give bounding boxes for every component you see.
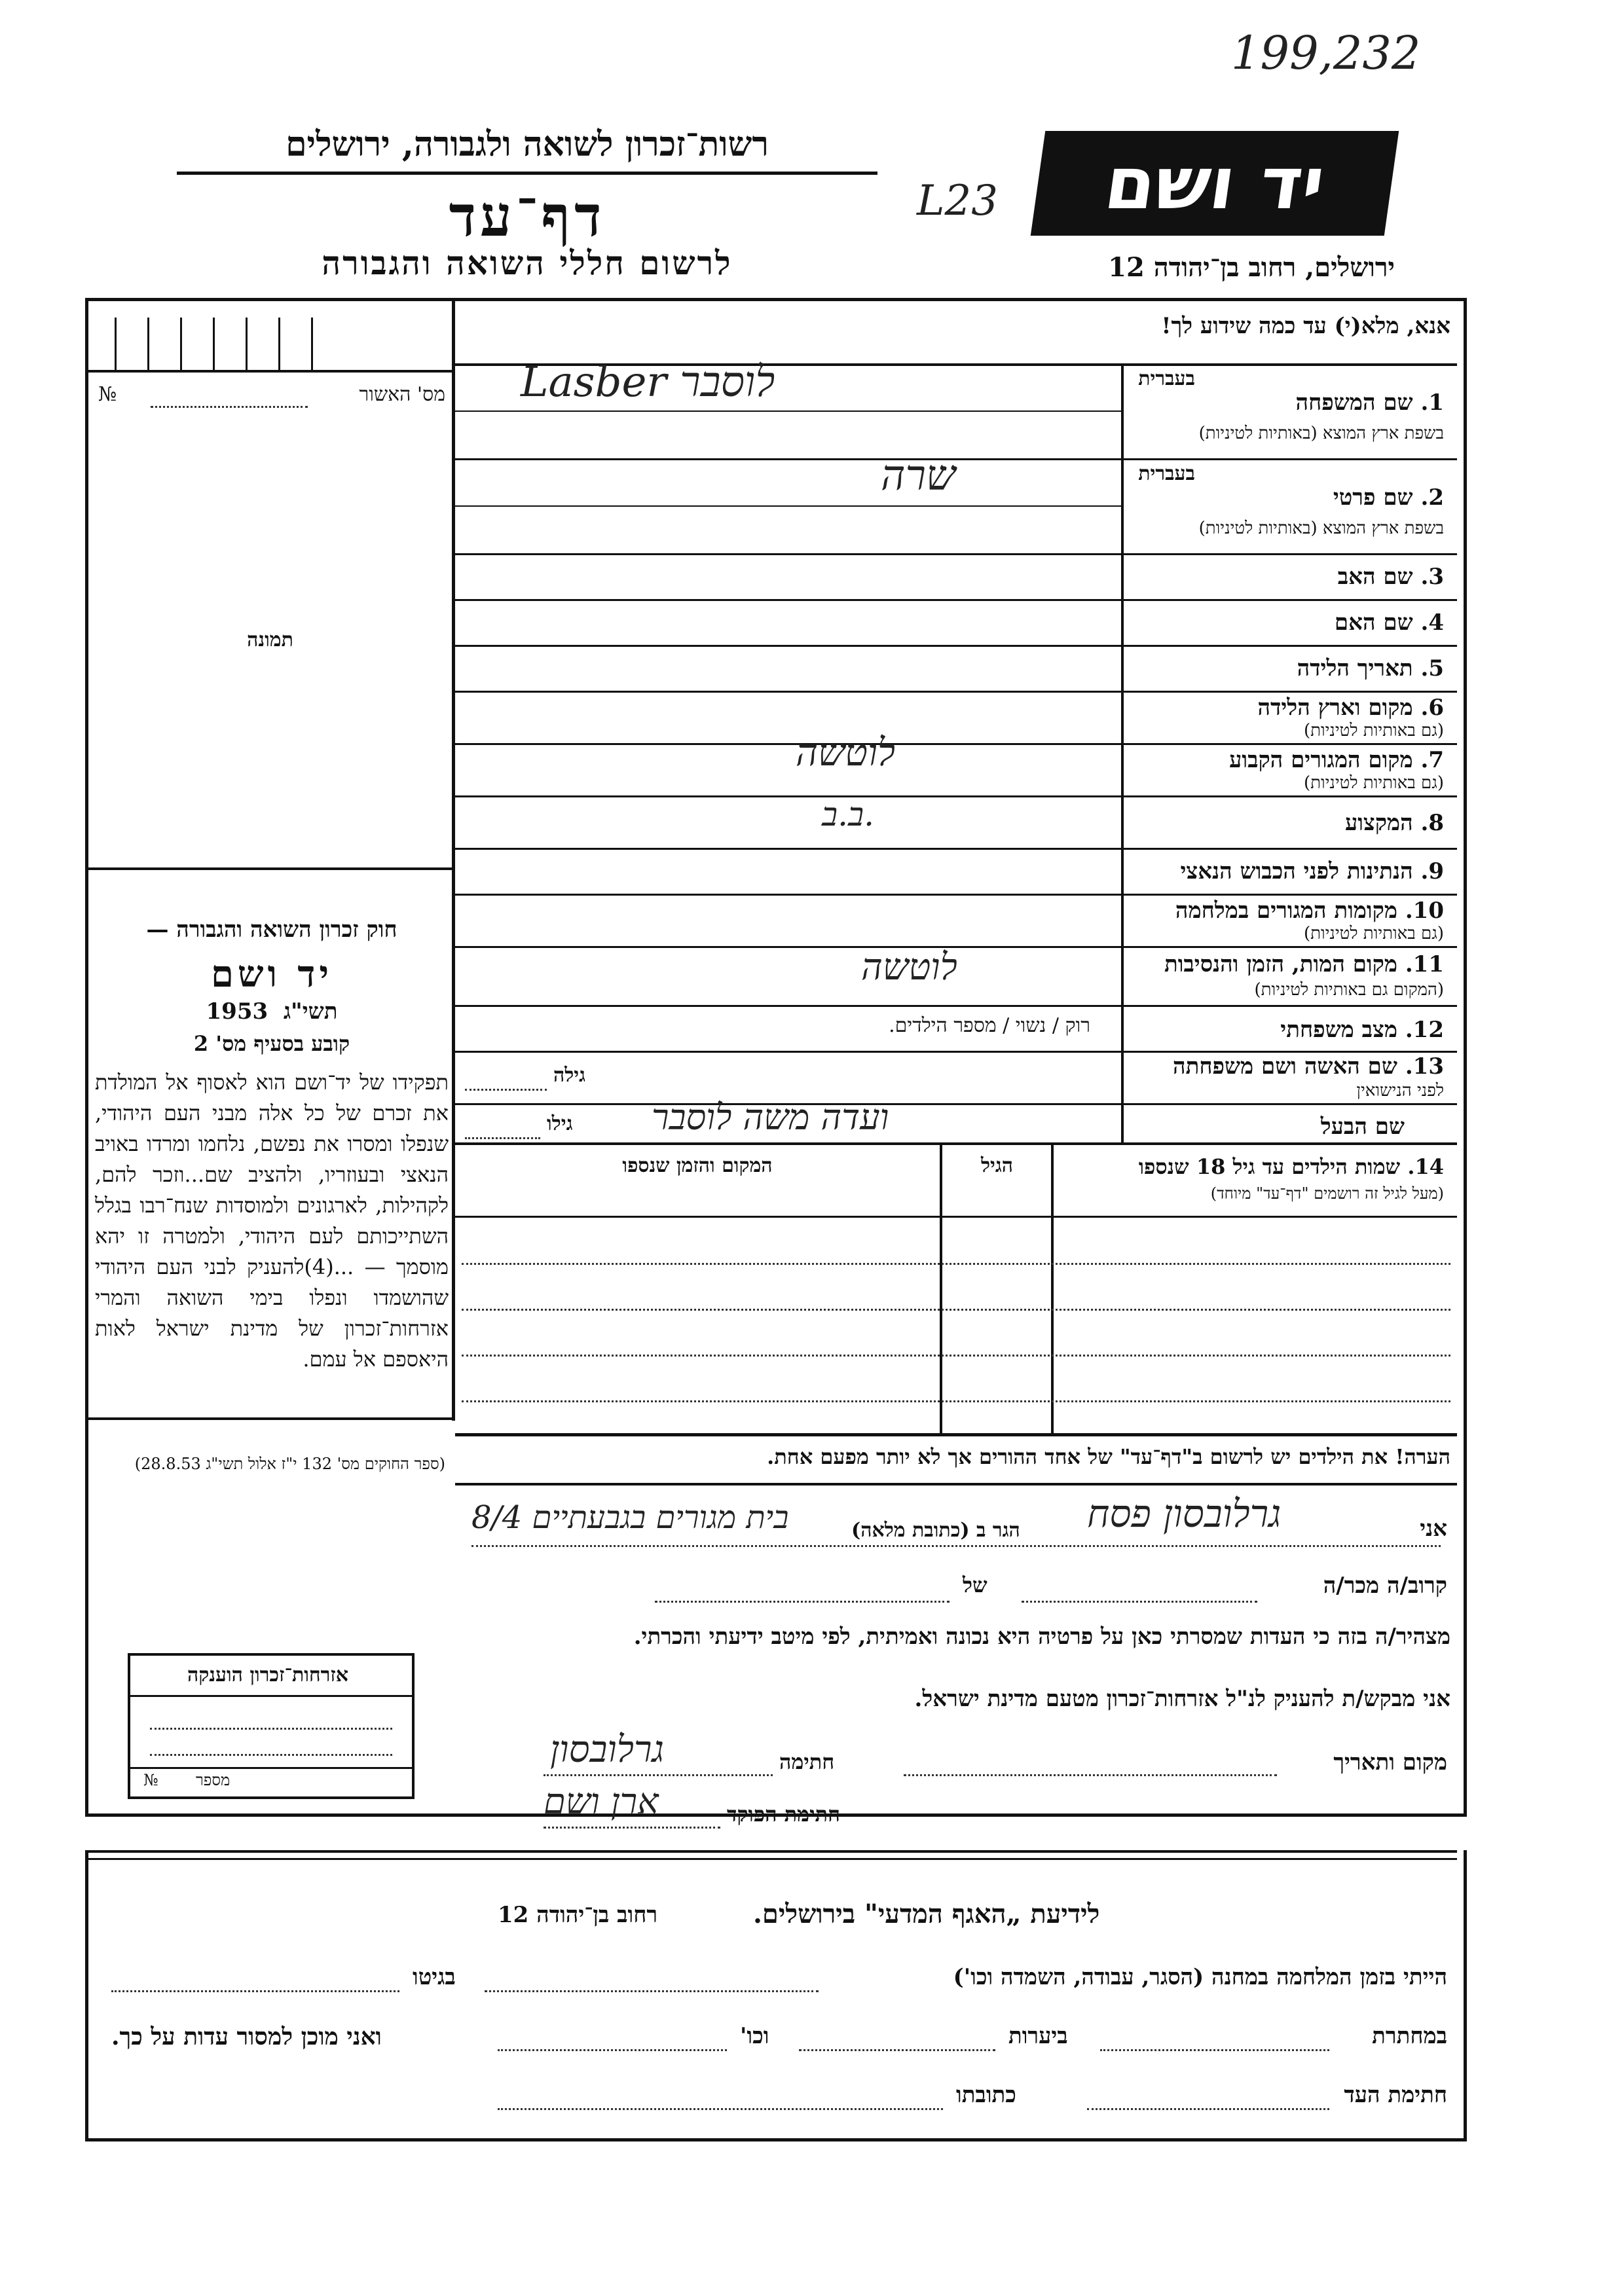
husband-row [455,1097,1457,1144]
etc-label: וכו' [740,2023,769,2049]
forests-label: ביערות [1008,2023,1068,2049]
field-number: 13. [1405,1053,1444,1080]
handwritten-mark: L23 [917,177,998,225]
field-number: 9. [1420,858,1444,884]
husband-age-label: גילו [547,1112,573,1135]
tick-boxes [88,301,452,373]
field-row-13 [455,1051,1457,1105]
field-sub: (גם באותיות לטיניות) [1303,773,1444,793]
declaration-ani: אני [1420,1516,1447,1542]
first-name-value: שרה [881,452,956,500]
field-sub: (גם באותיות לטיניות) [1303,924,1444,943]
declaration-statement: מצהיר/ה בזה כי העדות שמסרתי כאן על פרטיה היא נכונה ואמיתית, לפי מיטב ידיעתי והכרתי. [633,1624,1450,1650]
field-number: 5. [1420,655,1444,682]
field-number: 6. [1420,695,1444,721]
field-row-7 [455,730,1457,797]
field-sub: בשפת ארץ המוצא (באותיות לטיניות) [1198,424,1444,443]
authority-name: רשות־זכרון לשואה ולגבורה, ירושלים [286,124,769,164]
bottom-address: רחוב בן־יהודה 12 [498,1902,658,1928]
field-row-12 [455,1005,1457,1053]
field-label: שם פרטי [1333,484,1413,511]
witness-signature-label: חתימת העד [1344,2082,1447,2108]
instruction: אנא, מלא(י) עד כמה שידוע לך! [1161,313,1450,339]
children-label: שמות הילדים עד גיל 18 שנספו [1138,1154,1401,1179]
relative-label: קרוב/ה מכר/ה [1323,1573,1447,1599]
note: הערה! את הילדים יש לרשום ב"דף־עד" של אחד ההורים אך לא יותר מפעם אחת. [767,1444,1450,1469]
field-number: 11. [1405,951,1444,977]
field-label: הנתינות לפני הכבוש הנאצי [1180,858,1413,884]
field-number: 2. [1420,484,1444,511]
field-label: תאריך הלידה [1297,655,1413,682]
marital-options: רוק / נשוי / מספר הילדים. [889,1014,1090,1037]
field-number: 4. [1420,610,1444,636]
willing-label: ואני מוכן למסור עדות על כך. [111,2023,382,2050]
death-place-value: לוטשה [861,946,957,989]
approval-number [98,383,445,406]
field-heb: בעברית [1138,367,1195,390]
field-number: 3. [1420,564,1444,590]
wife-age-label: גילה [553,1064,586,1087]
residence-value: לוטשה [796,730,896,774]
husband-label: שם הבעל [1320,1114,1405,1140]
field-number: 10. [1405,898,1444,924]
fields-table [455,358,1457,1142]
law-year-heb: תשי"ג [283,998,338,1025]
children-table [455,1145,1457,1433]
field-row-8 [455,795,1457,850]
field-sub: לפני הנישואין [1356,1081,1444,1101]
underground-label: במחתרת [1372,2023,1447,2049]
children-place-header: המקום והזמן שנספו [622,1154,773,1177]
field-row-2 [455,452,1457,555]
field-number: 7. [1420,747,1444,773]
citizenship-box [128,1653,415,1799]
profession-value: ב.ב. [822,795,874,833]
officer-signature-value: ארן ושם [544,1781,659,1822]
field-label: מקום וארץ הלידה [1257,695,1413,721]
approval-label: מס' האשור [359,383,445,406]
field-row-4 [455,599,1457,647]
law-clause: קובע בסעיף מס' 2 [193,1031,350,1056]
field-label: מקום המות, הזמן והנסיבות [1164,951,1397,977]
field-number: 14. [1407,1154,1444,1179]
signature-label: חתימה [779,1749,835,1774]
law-source: (ספר החוקים מס' 132 י"ז אלול תשי"ג 28.8.53) [134,1455,445,1473]
handwritten-reference: 199,232 [1231,26,1421,80]
photo-label: תמונה [247,629,293,651]
field-label: שם האם [1334,610,1413,636]
lives-at-label: הגר ב (כתובת מלאה) [851,1519,1020,1542]
citizenship-title: אזרחות־זכרון הוענקה [187,1664,349,1686]
place-date-label: מקום ותאריך [1333,1749,1447,1776]
field-label: המקצוע [1344,810,1413,836]
field-number: 8. [1420,810,1444,836]
signature-value: גרלובסון [550,1728,664,1771]
field-label: מקום המגורים הקבוע [1229,747,1413,773]
field-label: מצב משפחתי [1280,1017,1397,1043]
officer-signature-label: חתימת הפוקד [727,1802,840,1827]
approval-no: № [98,383,117,406]
field-row-1 [455,358,1457,460]
address: ירושלים, רחוב בן־יהודה 12 [1108,252,1395,283]
field-row-5 [455,645,1457,693]
law-title: חוק זכרון השואה והגבורה — [146,917,397,943]
declaration-request: אני מבקש/ת להעניק לנ"ל אזרחות־זכרון מטעם מדינת ישראל. [914,1686,1450,1712]
declarant-address-value: בית מגורים בגבעתיים 8/4 [471,1499,789,1536]
form-subtitle: לרשום חללי השואה והגבורה [322,244,733,282]
children-age-header: הגיל [980,1154,1014,1177]
citizenship-no: № [143,1771,158,1789]
field-row-11 [455,946,1457,1007]
field-sub: (גם באותיות לטיניות) [1303,721,1444,740]
bottom-frame [85,1850,1467,2141]
field-label: שם האשה ושם משפחתה [1173,1053,1397,1080]
law-year [98,998,445,1025]
field-row-3 [455,553,1457,601]
form-title: דף־עד [449,183,606,249]
ghetto-label: בגיטו [413,1964,456,1990]
husband-value: ועדה משה לוסבר [652,1097,889,1138]
law-name: יד ושם [210,953,333,996]
law-body: תפקידו של יד־ושם הוא לאסוף אל המולדת את זכרם של כל אלה מבני העם היהודי, שנפלו ומסרו את נפשם, נלחמו ומרדו באויב הנאצי ובעוזריו, ולהציב שם...וזכר להם, לקהילות, לארגונים ולמוסדות שנח־רבו בגלל השתייכותם לעם היהודי, ולמטרה זו יהא מוסמך — ...(4)להעניק לבני העם היהודי שהושמדו ונפלו בימי השואה והמרי אזרחות־זכרון של מדינת ישראל לאות היאספם אל עמם. [95,1070,449,1372]
bottom-line1: הייתי בזמן המלחמה במחנה (הסגר, עבודה, השמדה וכו') [953,1964,1447,1990]
bottom-heading: לידיעת „האגף המדעי" בירושלים. [753,1899,1100,1929]
law-year-num: 1953 [206,998,268,1025]
field-row-10 [455,894,1457,948]
field-sub: (המקום גם באותיות לטיניות) [1254,980,1444,1000]
declarant-name-value: גרלובסון פסח [1087,1491,1282,1536]
field-label: שם המשפחה [1295,390,1413,416]
field-label: שם האב [1337,564,1413,590]
of-label: של [963,1573,987,1597]
field-row-6 [455,691,1457,745]
witness-address-label: כתובתו [956,2082,1016,2108]
citizenship-number-label: מספר [196,1771,231,1789]
family-name-value: Lasber לוסבר [521,358,775,407]
field-row-9 [455,848,1457,896]
field-sub: בשפת ארץ המוצא (באותיות לטיניות) [1198,519,1444,538]
field-number: 12. [1405,1017,1444,1043]
field-number: 1. [1420,390,1444,416]
field-label: מקומות המגורים במלחמה [1175,898,1397,924]
yad-vashem-logo: יד ושם [1031,131,1399,236]
children-sub: (מעל לגיל זה רושמים "דף־עד" מיוחד) [1210,1184,1444,1203]
field-heb: בעברית [1138,462,1195,485]
